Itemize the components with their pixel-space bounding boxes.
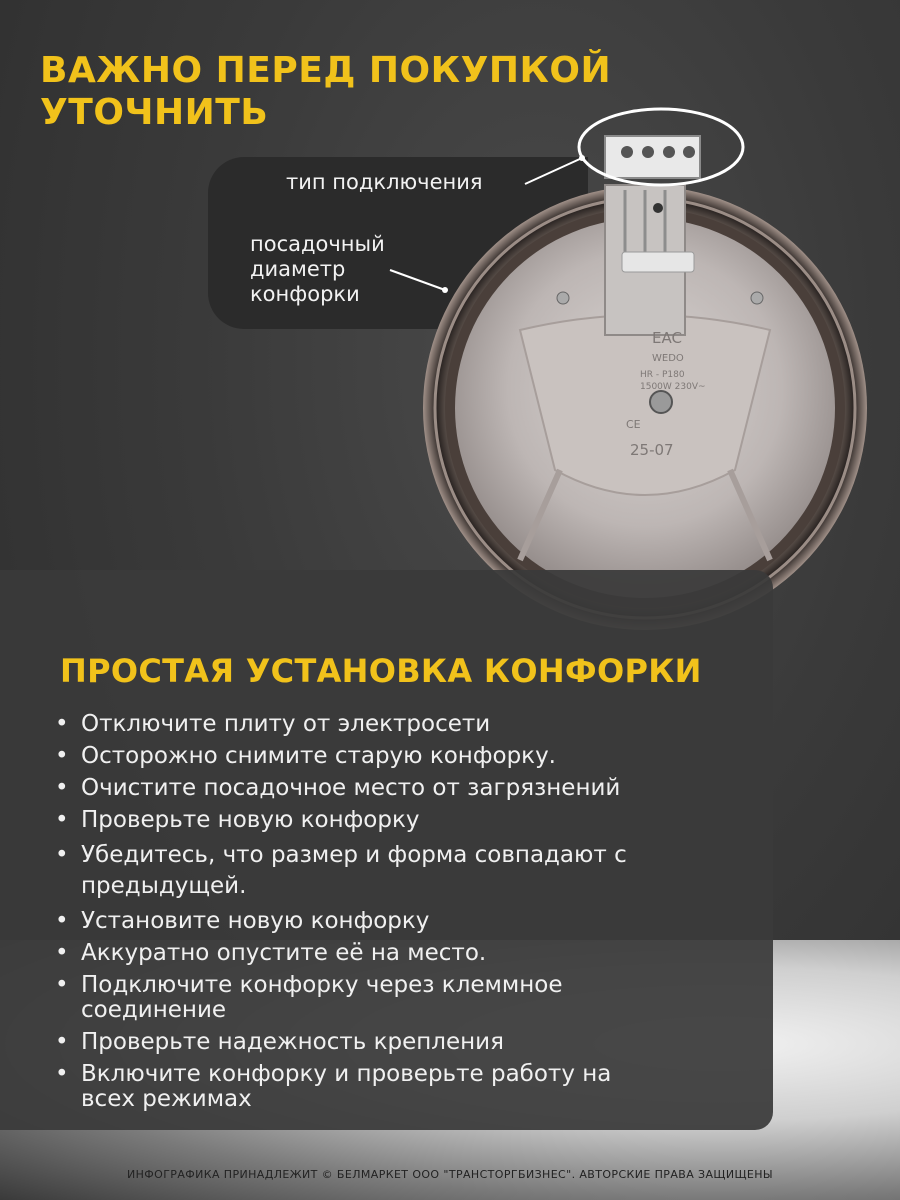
install-step: • Включите конфорку и проверьте работу на всех режимах bbox=[55, 1062, 641, 1112]
terminal-screw-4 bbox=[683, 146, 695, 158]
marking-code: 25-07 bbox=[630, 441, 674, 459]
callout-diameter-line-3: конфорки bbox=[250, 282, 360, 306]
marking-eac: EAC bbox=[652, 329, 682, 347]
terminal-screw-3 bbox=[663, 146, 675, 158]
rivet-left bbox=[557, 292, 569, 304]
center-nut bbox=[650, 391, 672, 413]
install-step: • Аккуратно опустите её на место. bbox=[55, 941, 755, 966]
marking-rating: 1500W 230V~ bbox=[640, 382, 706, 392]
install-step: • Проверьте надежность крепления bbox=[55, 1030, 755, 1055]
ceramic-block bbox=[622, 252, 694, 272]
pointer-connection bbox=[525, 158, 582, 184]
install-step: • Осторожно снимите старую конфорку. bbox=[55, 744, 755, 769]
install-step: • Проверьте новую конфорку bbox=[55, 808, 755, 833]
headline-line-2: УТОЧНИТЬ bbox=[40, 92, 269, 133]
callout-diameter bbox=[250, 232, 385, 307]
install-title: ПРОСТАЯ УСТАНОВКА КОНФОРКИ bbox=[60, 652, 702, 690]
bracket-hole bbox=[653, 203, 663, 213]
install-step: • Очистите посадочное место от загрязнений bbox=[55, 776, 755, 801]
terminal-screw-2 bbox=[642, 146, 654, 158]
marking-model: HR - P180 bbox=[640, 370, 685, 380]
callout-diameter-line-2: диаметр bbox=[250, 257, 346, 281]
terminal-screw-1 bbox=[621, 146, 633, 158]
rivet-right bbox=[751, 292, 763, 304]
install-step: • Установите новую конфорку bbox=[55, 909, 755, 934]
pointer-diameter-dot bbox=[442, 287, 448, 293]
marking-brand: WEDO bbox=[652, 353, 684, 364]
pointer-diameter bbox=[390, 270, 445, 290]
callout-connection-type: тип подключения bbox=[286, 170, 483, 194]
install-steps-list bbox=[55, 712, 755, 1119]
callout-diameter-line-1: посадочный bbox=[250, 232, 385, 256]
install-step: • Подключите конфорку через клеммное соединение bbox=[55, 973, 641, 1023]
copyright-footer: ИНФОГРАФИКА ПРИНАДЛЕЖИТ © БЕЛМАРКЕТ ООО "ТРАНСТОРГБИЗНЕС". АВТОРСКИЕ ПРАВА ЗАЩИЩЕНЫ bbox=[126, 1168, 774, 1181]
plate-pressing bbox=[520, 315, 770, 495]
install-step: • Отключите плиту от электросети bbox=[55, 712, 755, 737]
marking-ce: CE bbox=[626, 418, 641, 431]
pointer-connection-dot bbox=[579, 155, 585, 161]
install-step: • Убедитесь, что размер и форма совпадают с предыдущей. bbox=[55, 840, 641, 902]
headline-line-1: ВАЖНО ПЕРЕД ПОКУПКОЙ bbox=[40, 50, 612, 91]
